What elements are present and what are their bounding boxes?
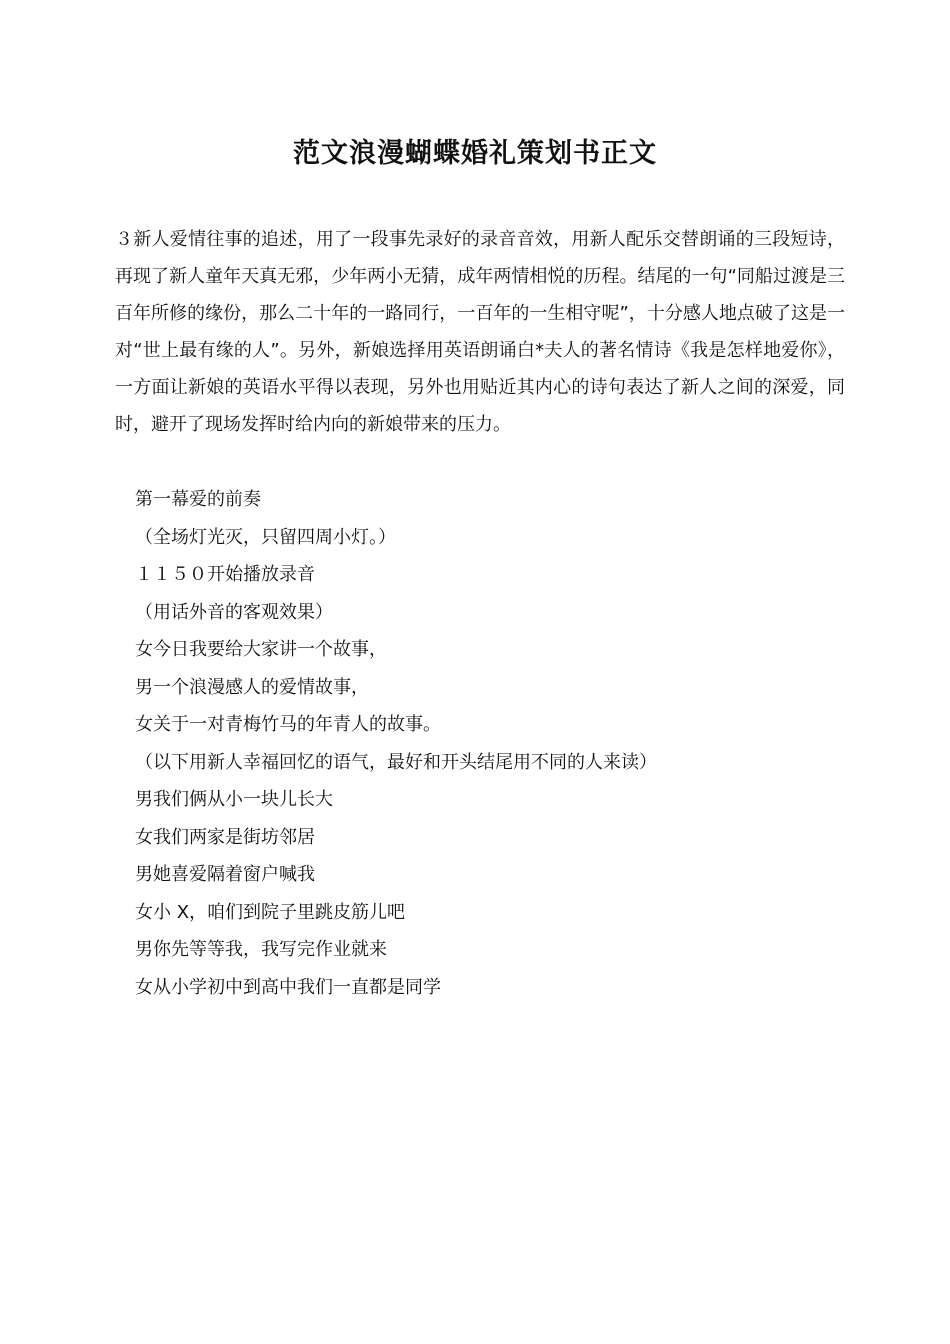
script-line: １１５０开始播放录音 — [135, 564, 315, 585]
script-line: 男一个浪漫感人的爱情故事， — [135, 676, 369, 698]
script-line: 女关于一对青梅竹马的年青人的故事。 — [135, 714, 441, 735]
script-line: （用话外音的客观效果） — [135, 601, 333, 623]
script-line: 男我们俩从小一块儿长大 — [135, 789, 333, 810]
script-line: 女今日我要给大家讲一个故事， — [135, 639, 387, 660]
script-line: 女小 X，咱们到院子里跳皮筋儿吧 — [135, 901, 406, 923]
script-line: （以下用新人幸福回忆的语气，最好和开头结尾用不同的人来读） — [135, 751, 657, 773]
script-line: 第一幕爱的前奏 — [135, 489, 261, 510]
script-line: （全场灯光灭，只留四周小灯。） — [135, 526, 396, 548]
intro-paragraph: ３新人爱情往事的追述，用了一段事先录好的录音音效，用新人配乐交替朗诵的三段短诗，再现了新人童年天真无邪，少年两小无猜，成年两情相悦的历程。结尾的一句“同船过渡是三百年所修的缘份，那么二十年的一路同行，一百年的一生相守呢”，十分感人地点破了这是一对“世上最有缘的人”。另外，新娘选择用英语朗诵白*夫人的著名情诗《我是怎样地爱你》，一方面让新娘的英语水平得以表现，另外也用贴近其内心的诗句表达了新人之间的深爱，同时，避开了现场发挥时给内向的新娘带来的压力。 — [115, 229, 845, 435]
document-title: 范文浪漫蝴蝶婚礼策划书正文 — [293, 138, 657, 169]
script-line: 女我们两家是街坊邻居 — [135, 826, 315, 848]
script-line: 男你先等等我，我写完作业就来 — [135, 939, 387, 960]
script-line: 女从小学初中到高中我们一直都是同学 — [135, 976, 441, 998]
script-lines — [135, 481, 845, 1006]
script-line: 男她喜爱隔着窗户喊我 — [135, 864, 315, 885]
